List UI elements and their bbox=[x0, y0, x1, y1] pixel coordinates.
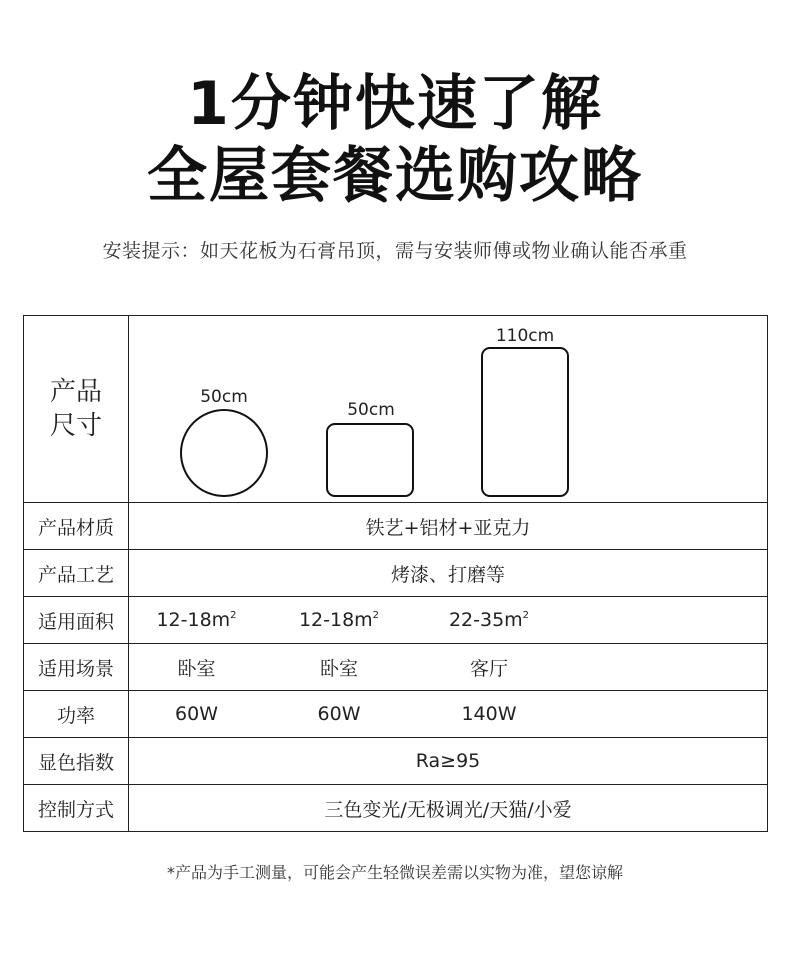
title-line-2: 全屋套餐选购攻略 bbox=[147, 141, 643, 211]
material-row bbox=[24, 503, 768, 550]
round-dimension: 50cm bbox=[200, 387, 248, 407]
round-lamp-shape bbox=[181, 410, 267, 496]
power-value-3: 140W bbox=[461, 703, 517, 725]
area-value-3: $22-35m^2$ bbox=[448, 609, 530, 631]
scene-row bbox=[24, 644, 768, 691]
area-values bbox=[129, 597, 768, 644]
scene-label: 适用场景 bbox=[24, 644, 129, 691]
area-label: 适用面积 bbox=[24, 597, 129, 644]
control-value: 三色变光/无极调光/天猫/小爱 bbox=[129, 785, 768, 832]
craft-label: 产品工艺 bbox=[24, 550, 129, 597]
scene-values bbox=[129, 644, 768, 691]
size-label-line1: 产品 bbox=[49, 377, 102, 407]
power-value-1: 60W bbox=[175, 703, 218, 725]
footnote: *产品为手工测量，可能会产生轻微误差需以实物为准，望您谅解 bbox=[166, 863, 623, 882]
area-value-2: $12-18m^2$ bbox=[298, 609, 380, 631]
power-label: 功率 bbox=[24, 691, 129, 738]
power-row bbox=[24, 691, 768, 738]
power-values bbox=[129, 691, 768, 738]
craft-row bbox=[24, 550, 768, 597]
size-label bbox=[24, 316, 129, 503]
cri-value: Ra≥95 bbox=[129, 738, 768, 785]
scene-value-3: 客厅 bbox=[469, 657, 508, 680]
craft-value: 烤漆、打磨等 bbox=[129, 550, 768, 597]
material-value: 铁艺+铝材+亚克力 bbox=[129, 503, 768, 550]
area-row bbox=[24, 597, 768, 644]
scene-value-1: 卧室 bbox=[177, 657, 216, 680]
material-label: 产品材质 bbox=[24, 503, 129, 550]
area-value-1: $12-18m^2$ bbox=[156, 609, 237, 631]
size-illustration-cell bbox=[129, 316, 768, 503]
title-line-1: 1分钟快速了解 bbox=[187, 69, 603, 139]
size-row bbox=[24, 316, 768, 503]
power-value-2: 60W bbox=[317, 703, 361, 725]
square-lamp-shape bbox=[327, 424, 413, 496]
cri-label: 显色指数 bbox=[24, 738, 129, 785]
control-label: 控制方式 bbox=[24, 785, 129, 832]
rect-lamp-shape bbox=[482, 348, 568, 496]
rect-dimension: 110cm bbox=[495, 326, 555, 346]
control-row bbox=[24, 785, 768, 832]
scene-value-2: 卧室 bbox=[319, 657, 358, 680]
size-illustration bbox=[129, 316, 769, 502]
cri-row bbox=[24, 738, 768, 785]
install-tip: 安装提示：如天花板为石膏吊顶，需与安装师傅或物业确认能否承重 bbox=[102, 240, 688, 262]
size-label-line2: 尺寸 bbox=[49, 411, 102, 441]
square-dimension: 50cm bbox=[347, 400, 395, 420]
spec-table bbox=[23, 315, 768, 832]
